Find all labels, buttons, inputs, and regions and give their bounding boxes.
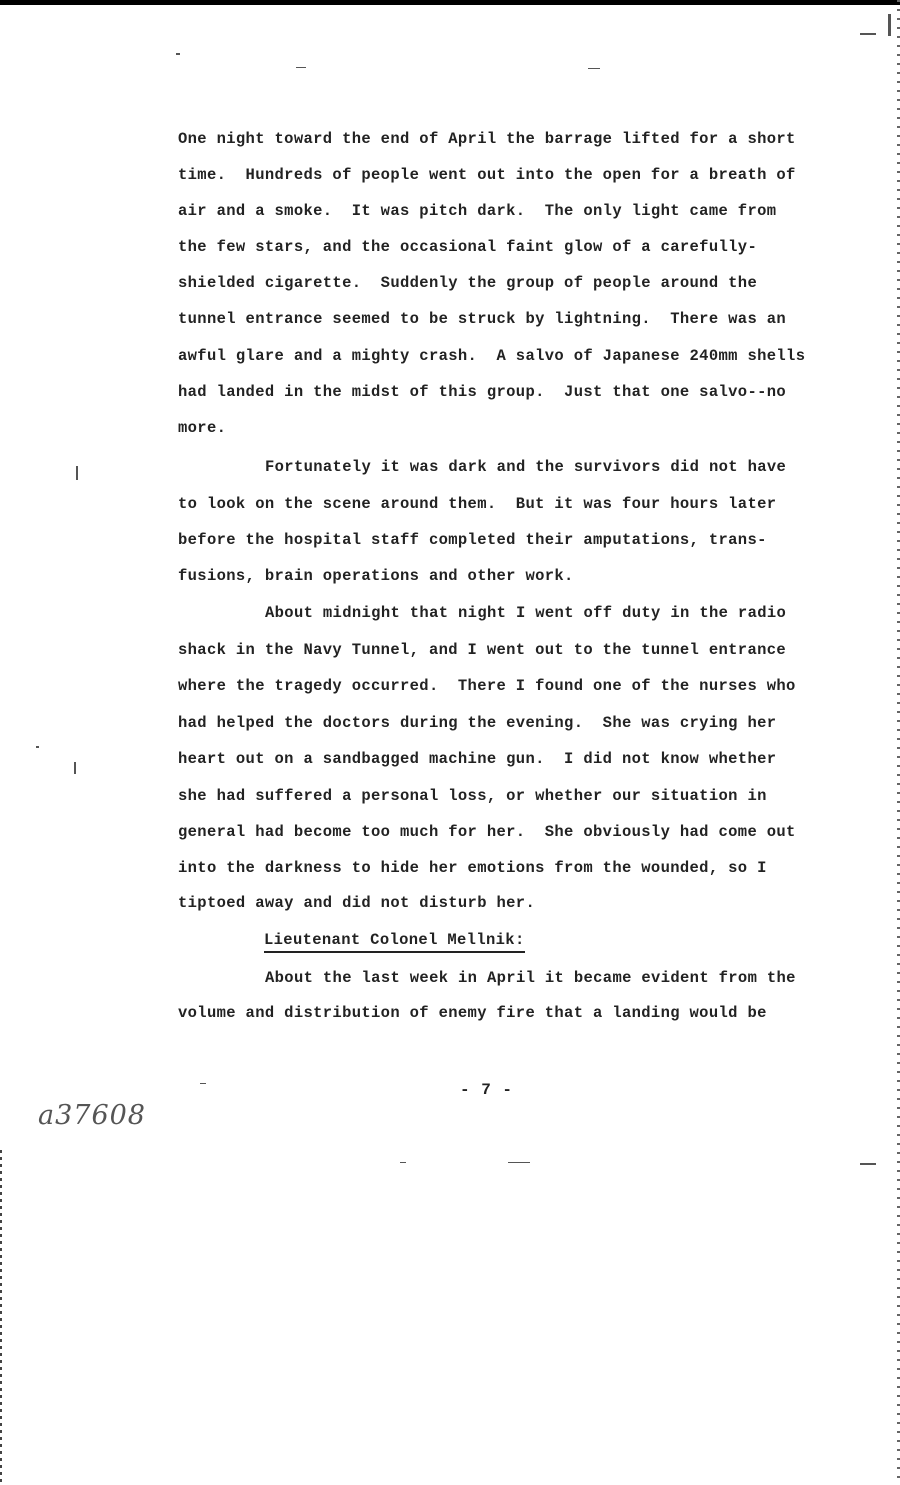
text-line: had landed in the midst of this group. Just that one salvo--no [178, 383, 787, 401]
text-line: she had suffered a personal loss, or whether our situation in [178, 787, 767, 805]
text-line: to look on the scene around them. But it was four hours later [178, 495, 777, 513]
section-heading: Lieutenant Colonel Mellnik: [264, 930, 525, 953]
scan-speck [176, 53, 180, 55]
text-line: shielded cigarette. Suddenly the group of people around the [178, 274, 758, 292]
scan-speck [588, 68, 600, 69]
scan-speck [200, 1083, 206, 1084]
scan-speck [400, 1162, 406, 1163]
text-line: into the darkness to hide her emotions from the wounded, so I [178, 859, 767, 877]
text-line: before the hospital staff completed their amputations, trans- [178, 531, 767, 549]
scan-speck [36, 746, 39, 748]
scan-top-border [0, 0, 900, 5]
text-line: awful glare and a mighty crash. A salvo of Japanese 240mm shells [178, 347, 806, 365]
scan-speck [860, 1163, 876, 1165]
text-line: general had become too much for her. She obviously had come out [178, 823, 796, 841]
text-line: shack in the Navy Tunnel, and I went out to the tunnel entrance [178, 641, 787, 659]
text-line: air and a smoke. It was pitch dark. The only light came from [178, 202, 777, 220]
text-line: volume and distribution of enemy fire that a landing would be [178, 1004, 767, 1022]
scan-speck [860, 33, 876, 35]
scan-speck [296, 67, 306, 68]
scan-speck [76, 466, 78, 480]
handwritten-document-id: a37608 [38, 1100, 146, 1131]
text-line: About the last week in April it became evident from the [265, 969, 796, 987]
text-line: Fortunately it was dark and the survivors did not have [265, 458, 787, 476]
text-line: where the tragedy occurred. There I found one of the nurses who [178, 677, 796, 695]
scan-speck [888, 14, 891, 36]
text-line: tunnel entrance seemed to be struck by lightning. There was an [178, 310, 787, 328]
text-line: the few stars, and the occasional faint glow of a carefully- [178, 238, 758, 256]
scan-speck [508, 1162, 530, 1163]
text-line: About midnight that night I went off duty in the radio [265, 604, 787, 622]
text-line: tiptoed away and did not disturb her. [178, 894, 536, 912]
text-line: time. Hundreds of people went out into the open for a breath of [178, 166, 796, 184]
text-line: heart out on a sandbagged machine gun. I did not know whether [178, 750, 777, 768]
scan-speck [74, 762, 76, 774]
text-line: fusions, brain operations and other work. [178, 567, 574, 585]
text-line: more. [178, 419, 227, 437]
text-line: had helped the doctors during the evening. She was crying her [178, 714, 777, 732]
scan-left-edge [0, 1150, 2, 1485]
text-line: One night toward the end of April the barrage lifted for a short [178, 130, 796, 148]
page-number: - 7 - [460, 1081, 514, 1099]
